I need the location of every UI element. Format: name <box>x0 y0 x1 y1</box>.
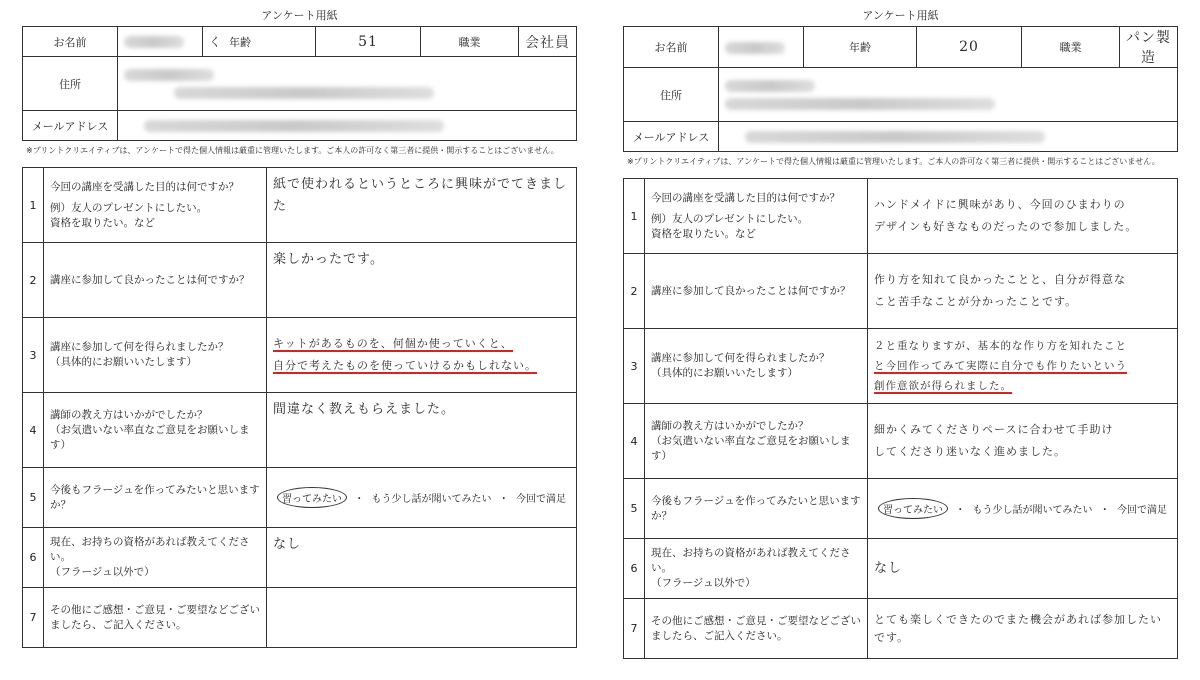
choice: もう少し話が聞いてみたい <box>371 494 492 505</box>
address-label: 住所 <box>624 68 719 122</box>
answer-text: 間違なく教えもらえました。 <box>267 393 577 468</box>
question-text: 現在、お持ちの資格があれば教えてください。 （フラージュ以外で） <box>645 539 868 599</box>
question-row-2 <box>23 243 577 318</box>
answer-text: 楽しかったです。 <box>267 243 577 318</box>
redacted-postcode <box>725 80 815 92</box>
privacy-notice: ※プリントクリエイティブは、アンケートで得た個人情報は厳重に管理いたします。ご本人の許可なく第三者に提供・開示することはございません。 <box>26 146 559 155</box>
question-row-7 <box>624 599 1178 659</box>
address-label: 住所 <box>23 57 118 111</box>
job-label: 職業 <box>1022 27 1120 68</box>
question-row-6 <box>624 539 1178 599</box>
address-field <box>118 57 577 111</box>
question-text: 講座に参加して良かったことは何ですか？ <box>44 243 267 318</box>
question-text: その他にご感想・ご意見・ご要望などございましたら、ご記入ください。 <box>44 588 267 648</box>
question-number: 5 <box>624 479 645 539</box>
question-number: 6 <box>624 539 645 599</box>
question-row-6 <box>23 528 577 588</box>
question-table <box>22 167 577 648</box>
choice-circled: 習ってみたい <box>277 487 347 508</box>
question-row-3 <box>624 329 1178 404</box>
answer-text: ハンドメイドに興味があり、今回のひまわりの デザインも好きなものだったので参加しました。 <box>868 179 1178 254</box>
question-text: 講師の教え方はいかがでしたか？ （お気遣いない率直なご意見をお願いします） <box>44 393 267 468</box>
choice-separator: ・ <box>498 494 509 505</box>
name-field <box>719 27 804 68</box>
question-row-4 <box>23 393 577 468</box>
answer-text: とても楽しくできたのでまた機会があれば参加したいです。 <box>868 599 1178 659</box>
question-row-1 <box>624 179 1178 254</box>
answer-text: なし <box>267 528 577 588</box>
question-number: 4 <box>624 404 645 479</box>
choice: 今回で満足 <box>1117 505 1167 516</box>
question-number: 6 <box>23 528 44 588</box>
job-label: 職業 <box>421 27 519 57</box>
choice-circled: 習ってみたい <box>878 498 948 519</box>
age-value: 51 <box>316 27 421 57</box>
answer-text: 細かくみてくださりペースに合わせて手助け してくださり迷いなく進めました。 <box>868 404 1178 479</box>
name-field <box>118 27 203 57</box>
question-number: 2 <box>624 254 645 329</box>
choice: もう少し話が聞いてみたい <box>972 505 1093 516</box>
question-number: 4 <box>23 393 44 468</box>
question-text: 現在、お持ちの資格があれば教えてください。 （フラージュ以外で） <box>44 528 267 588</box>
question-number: 1 <box>624 179 645 254</box>
choice-separator: ・ <box>1099 505 1110 516</box>
question-number: 3 <box>624 329 645 404</box>
question-number: 3 <box>23 318 44 393</box>
sheet-title: アンケート用紙 <box>862 9 939 22</box>
job-value: パン製造 <box>1120 27 1178 68</box>
question-row-3 <box>23 318 577 393</box>
personal-info-table <box>22 26 577 141</box>
job-value: 会社員 <box>519 27 577 57</box>
question-text: 講座に参加して何を得られましたか？ （具体的にお願いいたします） <box>44 318 267 393</box>
answer-choices <box>267 468 577 528</box>
choice: 今回で満足 <box>516 494 566 505</box>
age-label: 年齢 <box>229 36 252 49</box>
answer-text: キットがあるものを、何個か使っていくと、 自分で考えたものを使っていけるかもしれない。 <box>267 318 577 393</box>
age-label-cell <box>203 27 316 57</box>
survey-sheet-left <box>22 6 577 648</box>
name-label: お名前 <box>23 27 118 57</box>
personal-info-table <box>623 26 1178 152</box>
address-field <box>719 68 1178 122</box>
choice-separator: ・ <box>354 494 365 505</box>
question-text: 今回の講座を受講した目的は何ですか？ 例）友人のプレゼントにしたい。 資格を取りたい。など <box>44 168 267 243</box>
question-row-7 <box>23 588 577 648</box>
question-row-1 <box>23 168 577 243</box>
question-text: 講座に参加して何を得られましたか？ （具体的にお願いいたします） <box>645 329 868 404</box>
redacted-address <box>174 87 434 99</box>
privacy-notice: ※プリントクリエイティブは、アンケートで得た個人情報は厳重に管理いたします。ご本人の許可なく第三者に提供・開示することはございません。 <box>627 157 1160 166</box>
redacted-name <box>725 42 785 54</box>
question-row-5 <box>624 479 1178 539</box>
redacted-postcode <box>124 69 214 81</box>
answer-choices <box>868 479 1178 539</box>
question-text: 今回の講座を受講した目的は何ですか？ 例）友人のプレゼントにしたい。 資格を取りたい。など <box>645 179 868 254</box>
question-number: 1 <box>23 168 44 243</box>
question-row-4 <box>624 404 1178 479</box>
redacted-address <box>725 98 995 110</box>
survey-sheet-right <box>623 6 1178 659</box>
answer-text: ２と重なりますが、基本的な作り方を知れたこと と今回作ってみて実際に自分でも作りたいという 創作意欲が得られました。 <box>868 329 1178 404</box>
answer-text <box>267 588 577 648</box>
question-number: 2 <box>23 243 44 318</box>
answer-text: 作り方を知れて良かったことと、自分が得意な こと苦手なことが分かったことです。 <box>868 254 1178 329</box>
question-number: 5 <box>23 468 44 528</box>
email-label: メールアドレス <box>624 122 719 152</box>
redacted-email <box>745 131 1045 143</box>
question-text: その他にご感想・ご意見・ご要望などございましたら、ご記入ください。 <box>645 599 868 659</box>
sheet-title: アンケート用紙 <box>261 9 338 22</box>
redacted-email <box>144 120 444 132</box>
name-mark: く <box>209 35 223 49</box>
question-number: 7 <box>23 588 44 648</box>
question-row-5 <box>23 468 577 528</box>
email-field <box>118 111 577 141</box>
question-text: 講師の教え方はいかがでしたか？ （お気遣いない率直なご意見をお願いします） <box>645 404 868 479</box>
question-text: 講座に参加して良かったことは何ですか？ <box>645 254 868 329</box>
question-text: 今後もフラージュを作ってみたいと思いますか？ <box>645 479 868 539</box>
question-table <box>623 178 1178 659</box>
email-field <box>719 122 1178 152</box>
name-label: お名前 <box>624 27 719 68</box>
answer-text: なし <box>868 539 1178 599</box>
redacted-name <box>124 36 184 48</box>
question-row-2 <box>624 254 1178 329</box>
answer-text: 紙で使われるというところに興味がでてきました <box>267 168 577 243</box>
choice-separator: ・ <box>955 505 966 516</box>
age-value: 20 <box>917 27 1022 68</box>
age-label: 年齢 <box>804 27 917 68</box>
email-label: メールアドレス <box>23 111 118 141</box>
question-text: 今後もフラージュを作ってみたいと思いますか？ <box>44 468 267 528</box>
question-number: 7 <box>624 599 645 659</box>
